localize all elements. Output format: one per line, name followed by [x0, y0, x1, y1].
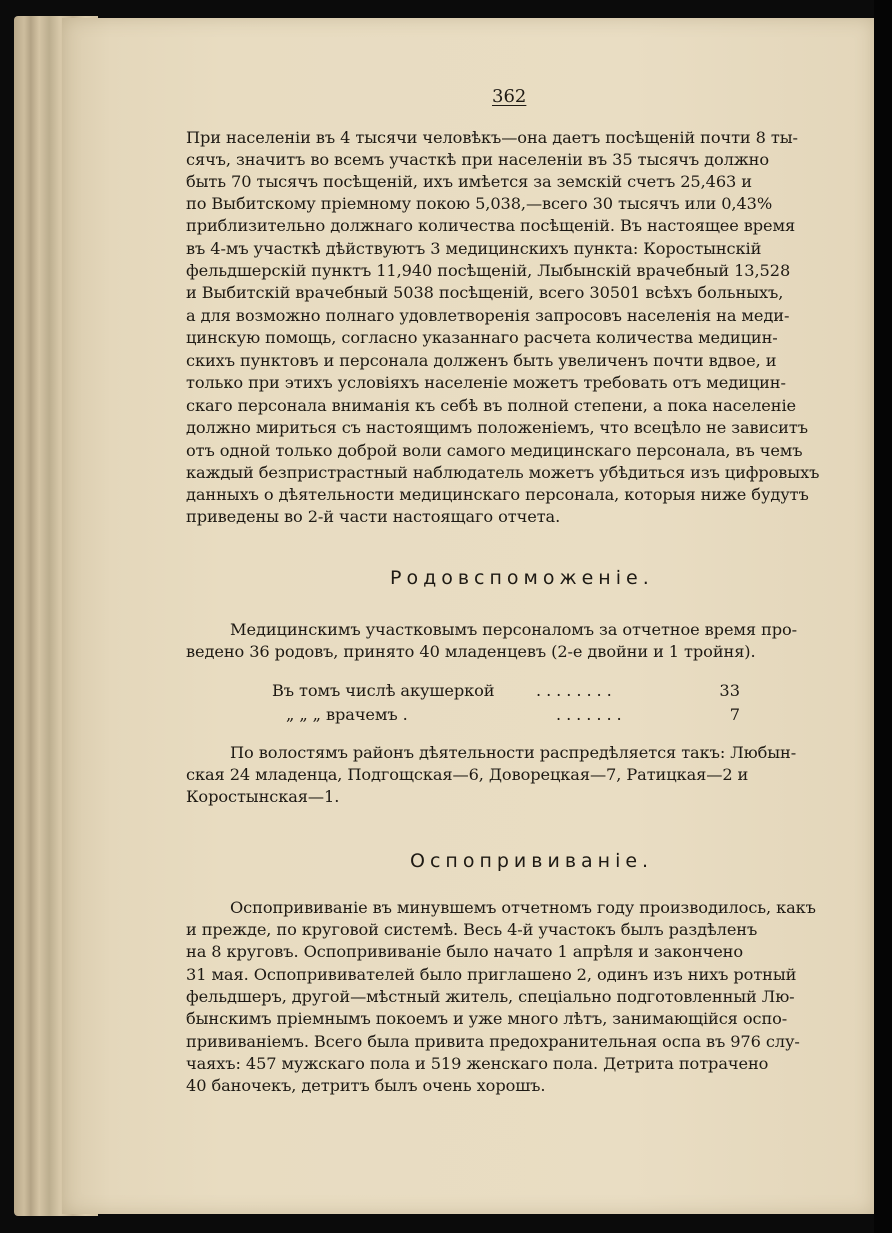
table-row-dots: . . . . . . . . — [536, 681, 612, 700]
text-line: только при этихъ условіяхъ населеніе можетъ требовать отъ медицин- — [186, 373, 786, 392]
text-line: на 8 круговъ. Оспопрививаніе было начато 1 апрѣля и закончено — [186, 942, 744, 961]
text-line: фельдшеръ, другой—мѣстный житель, спеціально подготовленный Лю- — [186, 987, 795, 1006]
text-line: каждый безпристрастный наблюдатель можетъ убѣдиться изъ цифровыхъ — [186, 463, 820, 482]
text-line: быть 70 тысячъ посѣщеній, ихъ имѣется за земскій счетъ 25,463 и — [186, 172, 752, 191]
section-heading-obstetrics: Родовспоможеніе. — [390, 567, 654, 589]
text-line: Оспопрививаніе въ минувшемъ отчетномъ году производилось, какъ — [230, 898, 816, 917]
text-line: сячъ, значитъ во всемъ участкѣ при населеніи въ 35 тысячъ должно — [186, 150, 769, 169]
text-line: и прежде, по круговой системѣ. Весь 4-й участокъ былъ раздѣленъ — [186, 920, 758, 939]
text-line: а для возможно полнаго удовлетворенія запросовъ населенія на меди- — [186, 306, 790, 325]
text-line: цинскую помощь, согласно указаннаго расчета количества медицин- — [186, 328, 778, 347]
text-line: 31 мая. Оспопрививателей было приглашено 2, одинъ изъ нихъ ротный — [186, 965, 797, 984]
text-line: отъ одной только доброй воли самого медицинскаго персонала, въ чемъ — [186, 441, 803, 460]
text-line: скаго персонала вниманія къ себѣ въ полной степени, а пока населеніе — [186, 396, 797, 415]
table-row-label: „ „ „ врачемъ . — [286, 705, 408, 724]
text-line: и Выбитскій врачебный 5038 посѣщеній, всего 30501 всѣхъ больныхъ, — [186, 283, 784, 302]
text-line: должно мириться съ настоящимъ положеніемъ, что всецѣло не зависитъ — [186, 418, 808, 437]
text-line: ведено 36 родовъ, принято 40 младенцевъ (2-е двойни и 1 тройня). — [186, 642, 756, 661]
text-line: 40 баночекъ, детритъ былъ очень хорошъ. — [186, 1076, 546, 1095]
table-row-value: 33 — [719, 681, 740, 700]
text-line: приведены во 2-й части настоящаго отчета. — [186, 507, 561, 526]
text-line: по Выбитскому пріемному покою 5,038,—всего 30 тысячъ или 0,43% — [186, 194, 773, 213]
scan-border — [874, 0, 892, 1233]
text-line: въ 4-мъ участкѣ дѣйствуютъ 3 медицинскихъ пункта: Коростынскій — [186, 239, 762, 258]
table-row-dots: . . . . . . . — [556, 705, 622, 724]
text-line: приблизительно должнаго количества посѣщеній. Въ настоящее время — [186, 216, 796, 235]
table-row-value: 7 — [729, 705, 740, 724]
text-line: бынскимъ пріемнымъ покоемъ и уже много лѣтъ, занимающійся оспо- — [186, 1009, 788, 1028]
table-row-label: Въ томъ числѣ акушеркой — [272, 681, 495, 700]
text-line: При населеніи въ 4 тысячи человѣкъ—она даетъ посѣщеній почти 8 ты- — [186, 128, 798, 147]
text-line: чаяхъ: 457 мужскаго пола и 519 женскаго пола. Детрита потрачено — [186, 1054, 769, 1073]
page-number: 362 — [492, 86, 527, 107]
section-heading-vaccination: Оспопрививаніе. — [410, 850, 654, 872]
text-line: По волостямъ районъ дѣятельности распредѣляется такъ: Любын- — [230, 743, 797, 762]
text-line: скихъ пунктовъ и персонала долженъ быть увеличенъ почти вдвое, и — [186, 351, 777, 370]
text-line: Коростынская—1. — [186, 787, 340, 806]
text-line: прививаніемъ. Всего была привита предохранительная оспа въ 976 слу- — [186, 1032, 800, 1051]
text-line: Медицинскимъ участковымъ персоналомъ за отчетное время про- — [230, 620, 798, 639]
text-line: фельдшерскій пунктъ 11,940 посѣщеній, Лыбынскій врачебный 13,528 — [186, 261, 791, 280]
text-line: ская 24 младенца, Подгощская—6, Доворецкая—7, Ратицкая—2 и — [186, 765, 749, 784]
text-line: данныхъ о дѣятельности медицинскаго персонала, которыя ниже будутъ — [186, 485, 809, 504]
